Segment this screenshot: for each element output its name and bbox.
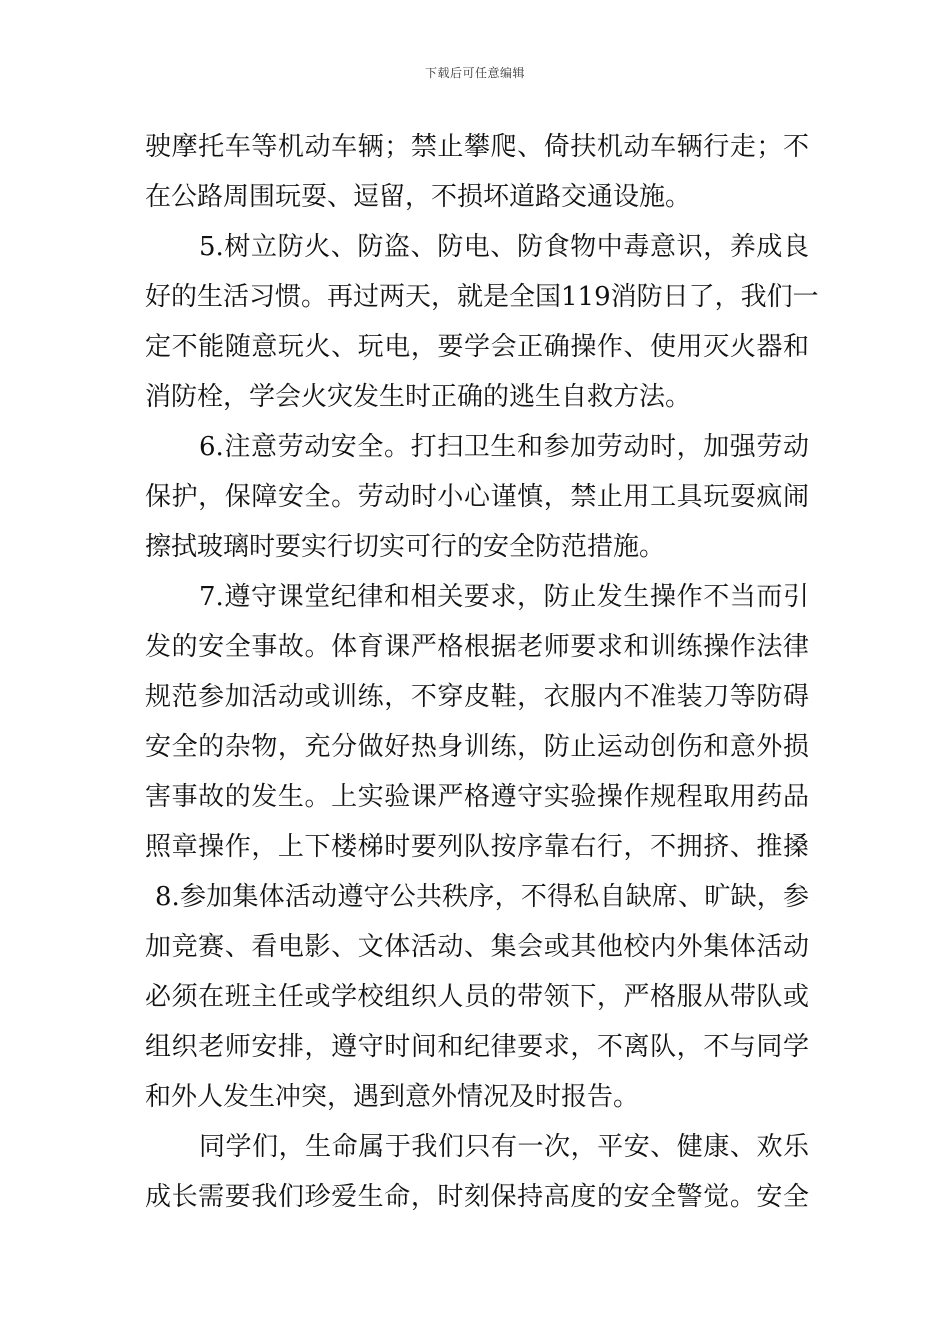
text-line: 组织老师安排，遵守时间和纪律要求，不离队，不与同学 xyxy=(145,1032,809,1062)
text-line: 消防栓，学会火灾发生时正确的逃生自救方法。 xyxy=(145,382,692,412)
page-header-note: 下载后可任意编辑 xyxy=(424,66,525,80)
text-line: 成长需要我们珍爱生命，时刻保持高度的安全警觉。安全 xyxy=(145,1182,809,1212)
text-line: 驶摩托车等机动车辆；禁止攀爬、倚扶机动车辆行走；不 xyxy=(145,132,809,162)
text-line: 照章操作，上下楼梯时要列队按序靠右行，不拥挤、推搡 xyxy=(145,832,809,862)
text-line: 规范参加活动或训练，不穿皮鞋，衣服内不准装刀等防碍 xyxy=(145,682,809,712)
text-line: 擦拭玻璃时要实行切实可行的安全防范措施。 xyxy=(145,532,666,562)
text-line: 好的生活习惯。再过两天，就是全国119消防日了，我们一 xyxy=(145,282,819,312)
text-line: 6.注意劳动安全。打扫卫生和参加劳动时，加强劳动 xyxy=(199,432,809,462)
text-line: 8.参加集体活动遵守公共秩序，不得私自缺席、旷缺，参 xyxy=(155,882,809,912)
text-line: 和外人发生冲突，遇到意外情况及时报告。 xyxy=(145,1082,640,1112)
document-body xyxy=(145,122,819,1222)
text-line: 害事故的发生。上实验课严格遵守实验操作规程取用药品 xyxy=(145,782,809,812)
text-line: 7.遵守课堂纪律和相关要求，防止发生操作不当而引 xyxy=(199,582,809,612)
text-line: 保护，保障安全。劳动时小心谨慎，禁止用工具玩耍疯闹 xyxy=(145,482,809,512)
text-line: 同学们，生命属于我们只有一次，平安、健康、欢乐 xyxy=(199,1132,809,1162)
text-line: 5.树立防火、防盗、防电、防食物中毒意识，养成良 xyxy=(199,232,809,262)
text-line: 必须在班主任或学校组织人员的带领下，严格服从带队或 xyxy=(145,982,809,1012)
text-line: 在公路周围玩耍、逗留，不损坏道路交通设施。 xyxy=(145,182,692,212)
text-line: 发的安全事故。体育课严格根据老师要求和训练操作法律 xyxy=(145,632,809,662)
text-line: 安全的杂物，充分做好热身训练，防止运动创伤和意外损 xyxy=(145,732,809,762)
text-line: 加竞赛、看电影、文体活动、集会或其他校内外集体活动 xyxy=(145,932,809,962)
text-line: 定不能随意玩火、玩电，要学会正确操作、使用灭火器和 xyxy=(145,332,809,362)
